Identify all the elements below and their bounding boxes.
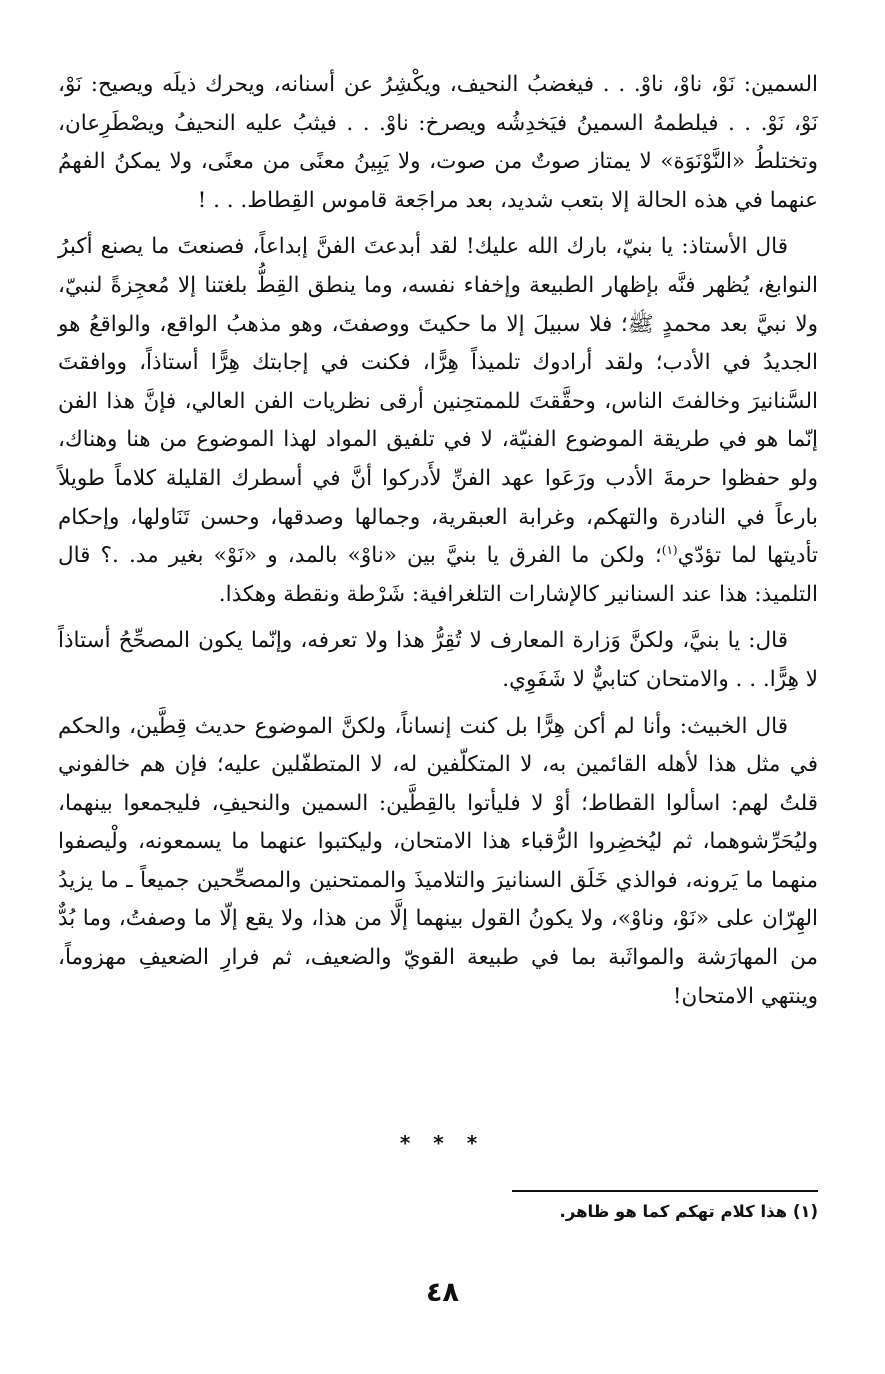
paragraph-1: السمين: نَوْ، ناوْ، ناوْ. . . فيغضبُ النحيف، ويكْشِرُ عن أسنانه، ويحرك ذيلَه ويصيح: نَوْ، نَوْ، نَوْ. . . فيلطمهُ السمينُ فيَخدِشُه ويصرخ: ناوْ. . . فيثبُ عليه النحيفُ ويصْطَرِعان، وتختلطُ «النَّوْنَوَة» لا يمتاز صوتٌ من صوت، ولا يَبِينُ معنًى من معنًى، ولا يمكنُ الفهمُ عنهما في هذه الحالة إلا بتعب شديد، بعد مراجَعة قاموس القِطاط. . . ! [58,72,818,213]
paragraph-4: قال الخبيث: وأنا لم أكن هِرًّا بل كنت إنساناً، ولكنَّ الموضوع حديث قِطَّين، والحكم في مثل هذا لأهله القائمين به، لا المتكلّفين له، لا المتطفّلين عليه؛ فإن هم خالفوني قلتُ لهم: اسألوا القطاط؛ أوْ لا فليأتوا بالقِطَّين: السمين والنحيفِ، فليجمعوا بينهما، وليُحَرِّشوهما، ثم ليُخضِروا الرُّقباء هذا الامتحان، وليكتبوا عنهما ما يسمعونه، ولْيصفوا منهما ما يَرونه، فوالذي خَلَق السنانيرَ والتلاميذَ والممتحنين والمصحِّحين جميعاً ـ ما يزيدُ الهِرّان على «نَوْ، وناوْ»، ولا يكونُ القول بينهما إلَّا من هذا، ولا يقع إلّا ما وصفتُ، وما بُدٌّ من المهارَشة والمواثَبة بما في طبيعة القويّ والضعيف، ثم فرارِ الضعيفِ مهزوماً، وينتهي الامتحان! [58,713,818,1009]
page-number: ٤٨ [426,1277,459,1308]
section-separator: * * * [399,1131,486,1155]
paragraph-2 [58,228,818,614]
footnote-marker: (١) [661,542,678,557]
paragraph-2-main: قال الأستاذ: يا بنيّ، بارك الله عليك! لقد أبدعتَ الفنَّ إبداعاً، فصنعتَ ما يصنع أكبرُ النوابغ، يُظهر فنَّه بإظهار الطبيعة وإخفاء نفسه، وما ينطق القِطُّ بلغتنا إلا مُعجِزةً لنبيّ، ولا نبيَّ بعد محمدٍ ﷺ؛ فلا سبيلَ إلا ما حكيتَ ووصفتَ، وهو مذهبُ الواقع، والواقعُ هو الجديدُ في الأدب؛ ولقد أرادوك تلميذاً هِرًّا، فكنت في إجابتك هِرًّا أستاذاً، ووافقتَ السَّنانيرَ وخالفتَ الناس، وحقَّقتَ للممتحِنين أرقى نظريات الفن العالي، فإنَّ هذا الفن إنّما هو في طريقة الموضوع الفنيّة، لا في تلفيق المواد لهذا الموضوع من هنا وهناك، ولو حفظوا حرمةَ الأدب ورَعَوا عهد الفنِّ لأَدركوا أنَّ في أسطرك القليلة كلاماً طويلاً بارعاً في النادرة والتهكم، وغرابة العبقرية، وجمالها وصدقها، وحسن تَنَاولها، وإحكام تأديتها لما تؤدّي [58,234,818,569]
footnote-divider [512,1190,818,1192]
footnote-text: (١) هذا كلام تهكم كما هو ظاهر. [559,1202,818,1221]
paragraph-3: قال: يا بنيَّ، ولكنَّ وَزارة المعارف لا تُقِرُّ هذا ولا تعرفه، وإنّما يكون المصحِّحُ أستاذاً لا هِرًّا. . . والامتحان كتابيٌّ لا شَفَوِي. [58,628,818,692]
paragraph-2-tail: ؛ ولكن ما الفرق يا بنيَّ بين «ناوْ» بالمد، و «نَوْ» بغير مد. .؟ قال التلميذ: هذا عند السنانير كالإشارات التلغرافية: شَرْطة ونقطة وهكذا. [58,543,818,607]
book-page-body [58,66,818,1016]
